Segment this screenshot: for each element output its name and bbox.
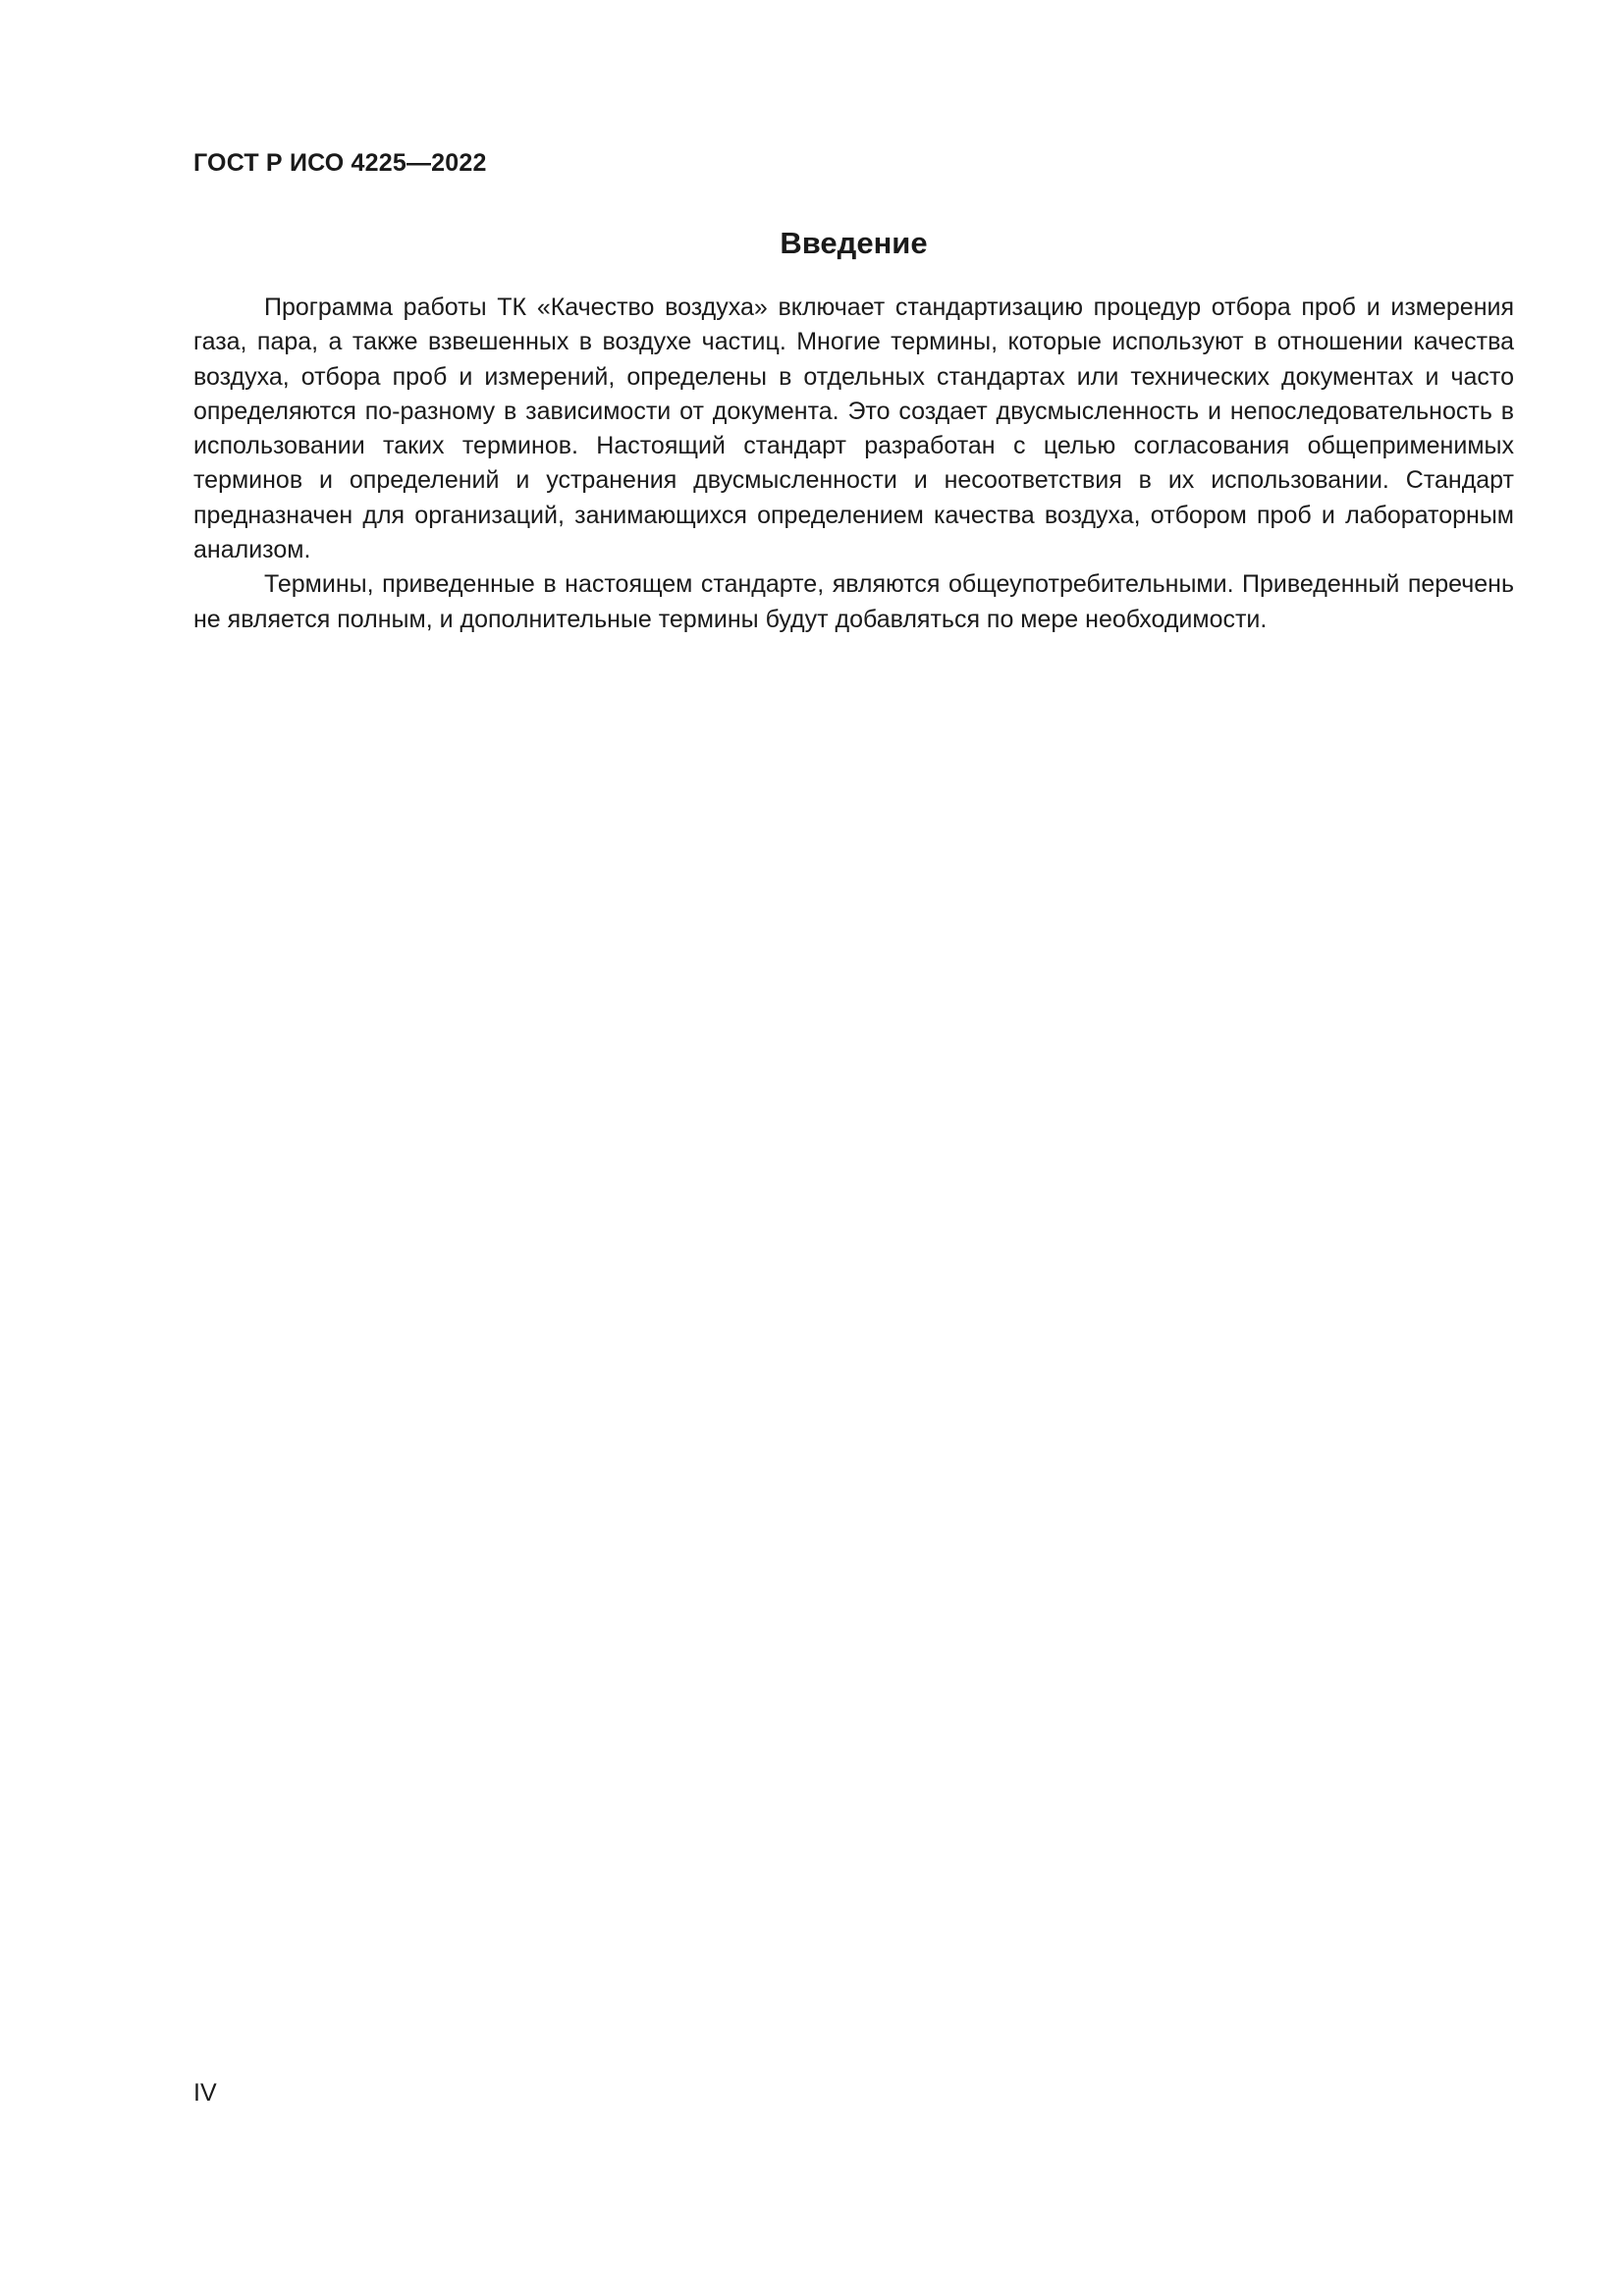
page-number: IV xyxy=(193,2079,217,2107)
section-body xyxy=(193,291,1514,637)
document-designation: ГОСТ Р ИСО 4225—2022 xyxy=(193,149,487,177)
section-title: Введение xyxy=(780,226,928,260)
paragraph: Термины, приведенные в настоящем стандарте, являются общеупотребительными. Приведенный перечень не является полным, и дополнительные термины будут добавляться по мере необходимости. xyxy=(193,570,1514,633)
paragraph: Программа работы ТК «Качество воздуха» включает стандартизацию процедур отбора проб и измерения газа, пара, а также взвешенных в воздухе частиц. Многие термины, которые используют в отношении качества воздуха, отбора проб и измерений, определены в отдельных стандартах или технических документах и часто определяются по-разному в зависимости от документа. Это создает двусмысленность и непоследовательность в использовании таких терминов. Настоящий стандарт разработан с целью согласования общеприменимых терминов и определений и устранения двусмысленности и несоответствия в их использовании. Стандарт предназначен для организаций, занимающихся определением качества воздуха, отбором проб и лабораторным анализом. xyxy=(193,294,1514,564)
